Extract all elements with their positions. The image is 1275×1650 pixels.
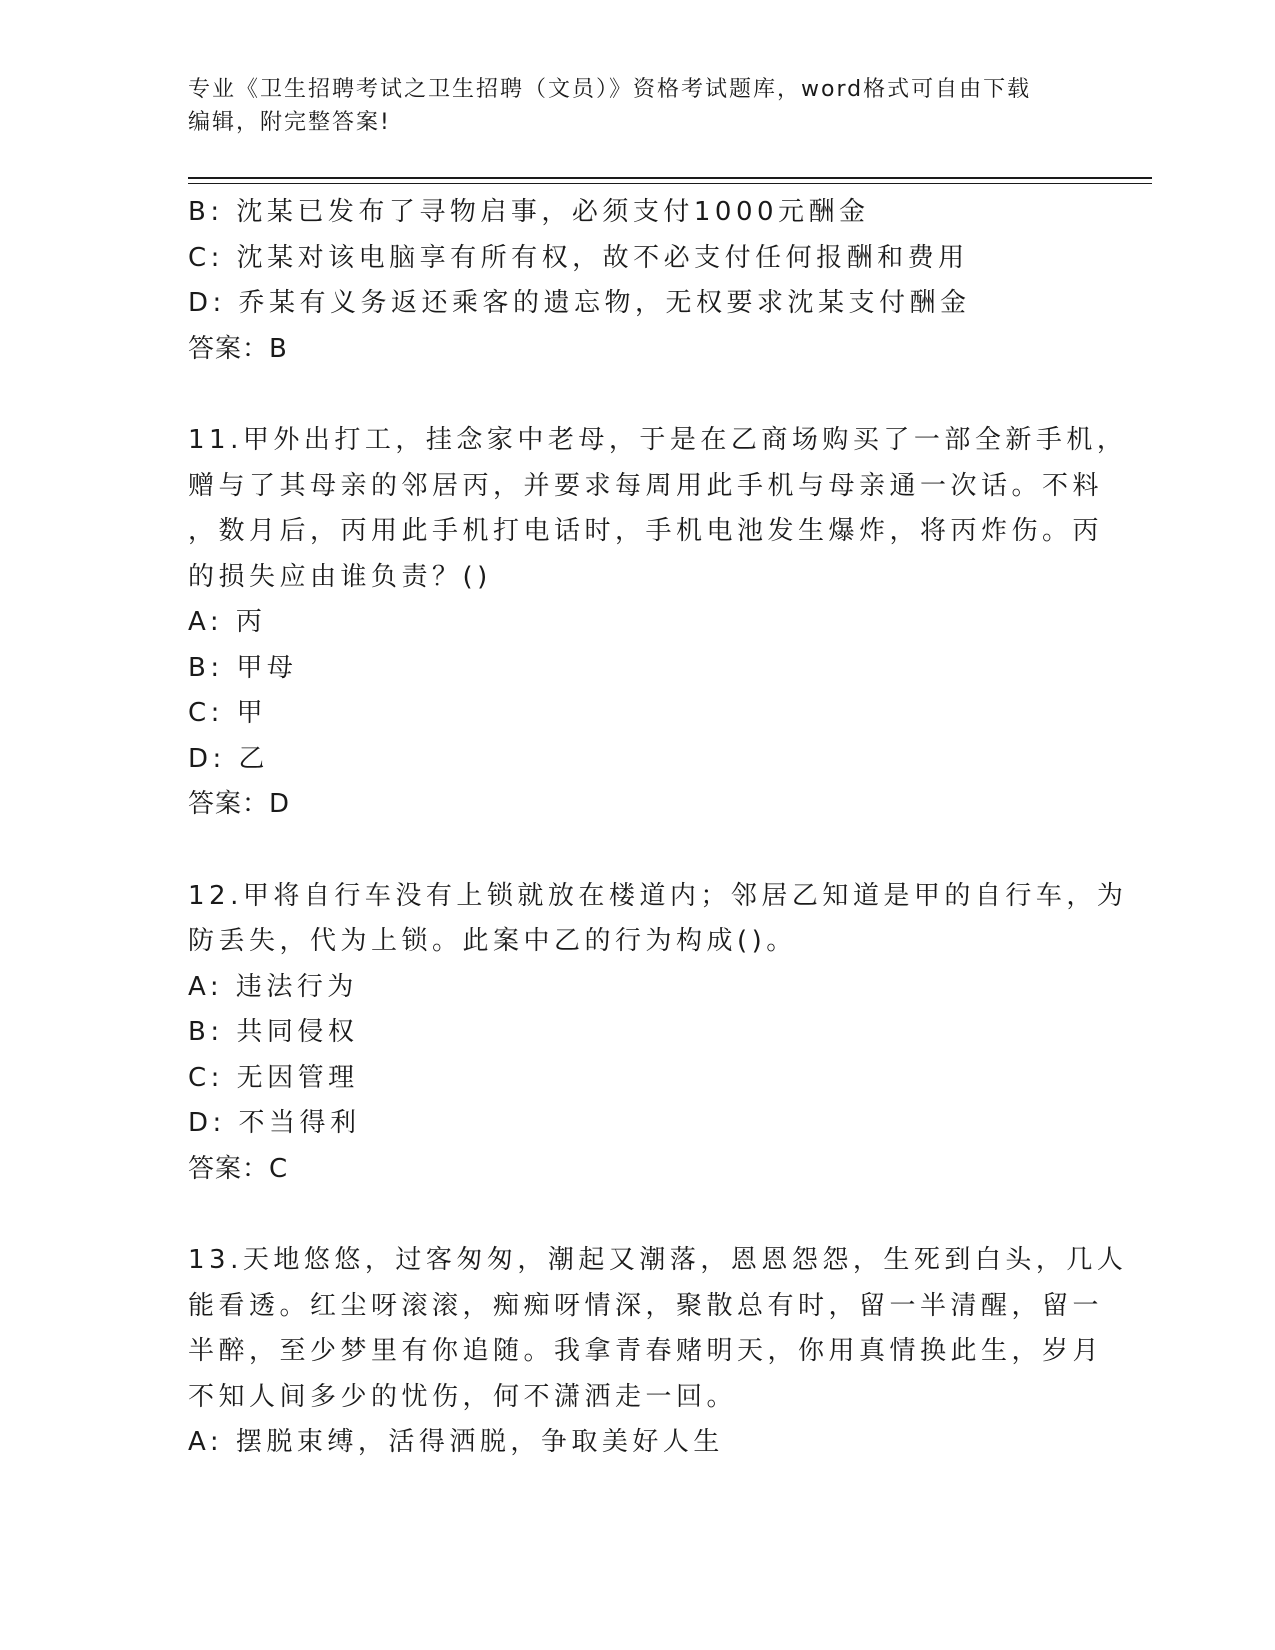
option-d: D: 乔某有义务返还乘客的遗忘物，无权要求沈某支付酬金 — [188, 288, 971, 318]
stem-line: 11.甲外出打工，挂念家中老母，于是在乙商场购买了一部全新手机， — [188, 425, 1128, 455]
header-divider-thick — [188, 177, 1152, 179]
answer-line: 答案：C — [188, 1153, 289, 1184]
option-a: A: 违法行为 — [188, 971, 358, 1002]
option-a: A: 摆脱束缚，活得洒脱，争取美好人生 — [188, 1427, 724, 1457]
option-b: B: 沈某已发布了寻物启事，必须支付1000元酬金 — [188, 197, 870, 227]
spacer — [188, 828, 1088, 874]
header-divider-thin — [188, 183, 1152, 184]
question-content — [188, 190, 1128, 1466]
question-13 — [188, 1238, 1128, 1466]
stem-line: 赠与了其母亲的邻居丙，并要求每周用此手机与母亲通一次话。不料 — [188, 470, 1104, 501]
option-c: C: 甲 — [188, 698, 268, 728]
option-d: D: 不当得利 — [188, 1108, 361, 1138]
stem-line: ，数月后，丙用此手机打电话时，手机电池发生爆炸，将丙炸伤。丙 — [188, 516, 1104, 546]
question-stem — [188, 874, 1128, 965]
stem-line: 13.天地悠悠，过客匆匆，潮起又潮落，恩恩怨怨，生死到白头，几人 — [188, 1245, 1128, 1275]
option-a: A: 丙 — [188, 607, 267, 637]
question-stem — [188, 1238, 1128, 1420]
spacer — [188, 1192, 1088, 1238]
spacer — [188, 372, 1088, 418]
page-header — [188, 73, 1088, 139]
option-c: C: 无因管理 — [188, 1062, 359, 1093]
header-title-line-1: 专业《卫生招聘考试之卫生招聘（文员）》资格考试题库，word格式可自由下载 — [188, 77, 1032, 102]
header-title-line-2: 编辑，附完整答案! — [188, 110, 391, 135]
previous-question-tail — [188, 190, 1088, 372]
stem-line: 的损失应由谁负责？() — [188, 561, 492, 592]
question-stem — [188, 418, 1128, 600]
answer-line: 答案：B — [188, 333, 288, 364]
option-c: C: 沈某对该电脑享有所有权，故不必支付任何报酬和费用 — [188, 242, 969, 273]
stem-line: 能看透。红尘呀滚滚，痴痴呀情深，聚散总有时，留一半清醒，留一 — [188, 1290, 1104, 1321]
question-12 — [188, 874, 1128, 1193]
stem-line: 不知人间多少的忧伤，何不潇洒走一回。 — [188, 1381, 738, 1412]
answer-line: 答案：D — [188, 789, 291, 819]
stem-line: 12.甲将自行车没有上锁就放在楼道内；邻居乙知道是甲的自行车，为 — [188, 880, 1128, 911]
option-d: D: 乙 — [188, 743, 270, 774]
question-11 — [188, 418, 1128, 828]
stem-line: 半醉，至少梦里有你追随。我拿青春赌明天，你用真情换此生，岁月 — [188, 1336, 1104, 1366]
option-b: B: 共同侵权 — [188, 1017, 359, 1047]
option-b: B: 甲母 — [188, 652, 298, 683]
stem-line: 防丢失，代为上锁。此案中乙的行为构成()。 — [188, 926, 797, 956]
